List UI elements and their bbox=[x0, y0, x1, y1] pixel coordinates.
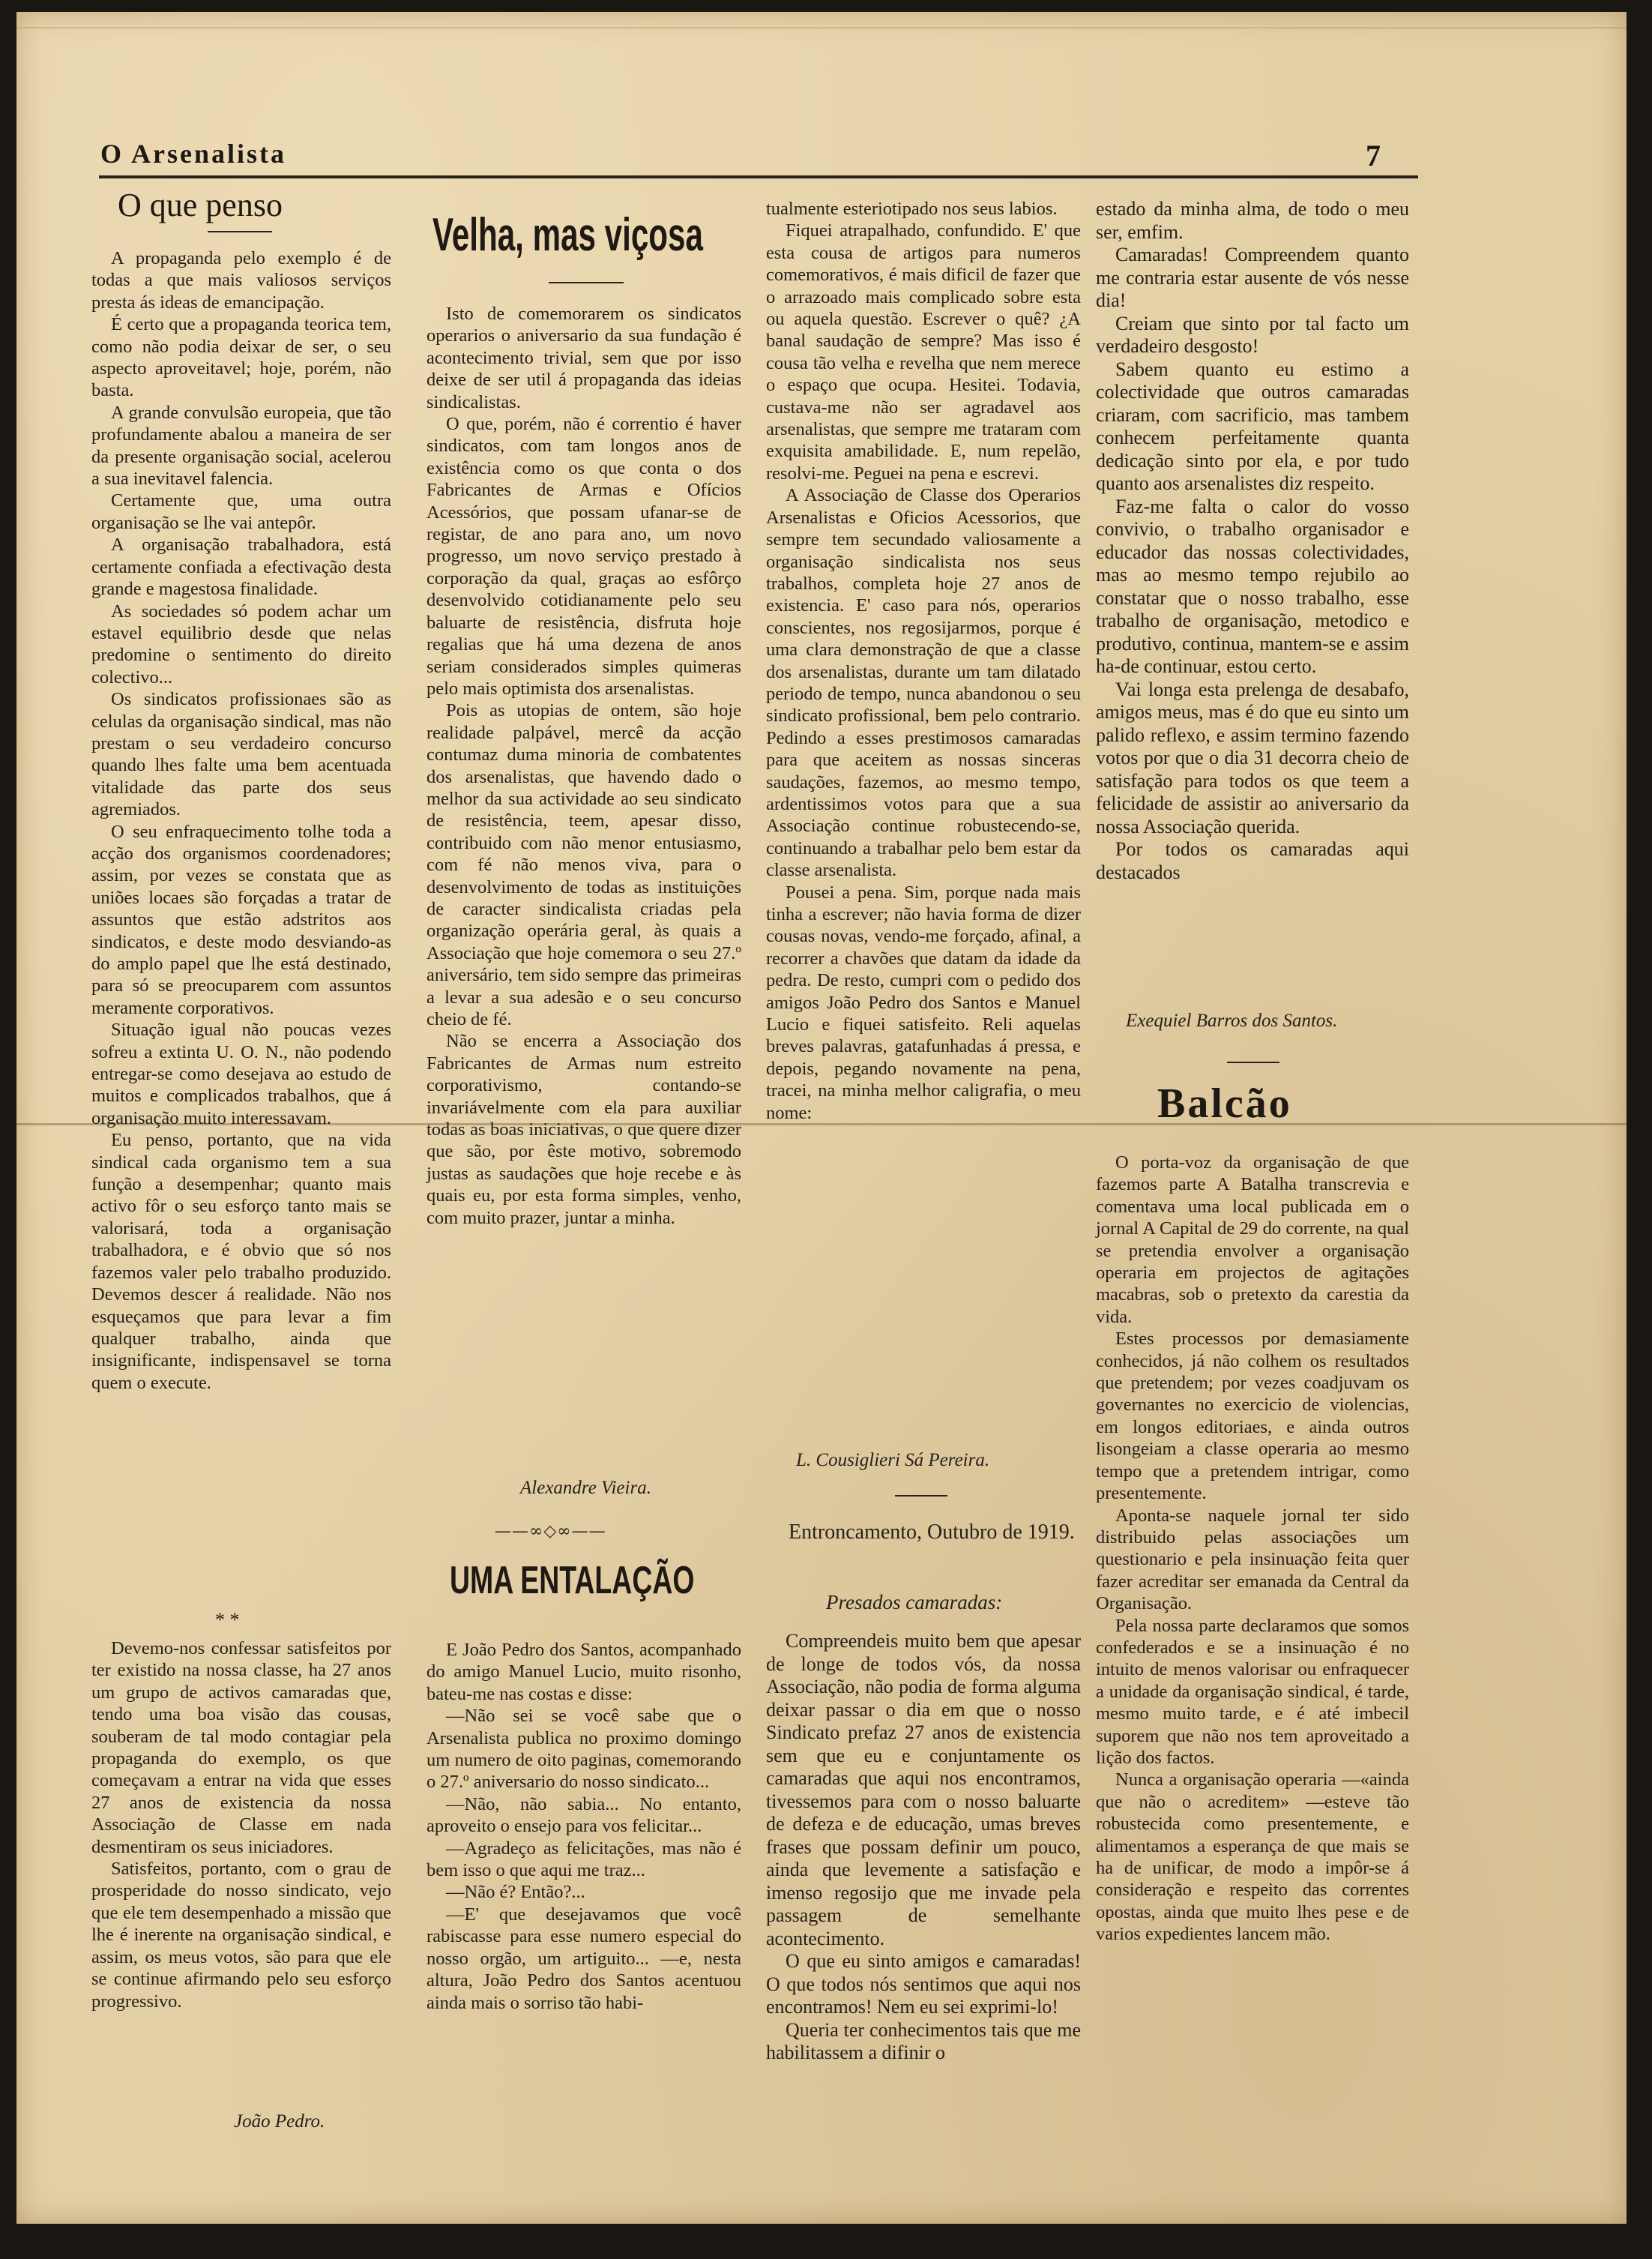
paragraph: Os sindicatos profissionaes são as celulas da organisação sindical, mas não prestam o seu verdadeiro concurso quando lhes falte uma bem acentuada vitalidade das parte dos seus agremiados. bbox=[91, 689, 391, 820]
paper-crease bbox=[16, 27, 1627, 28]
article-title-velha-mas-vicosa: Velha, mas viçosa bbox=[432, 209, 703, 261]
paragraph: A Associação de Classe dos Operarios Arsenalistas e Oficios Acessorios, que sempre tem secundado valiosamente a organisação sindicalista nos seus trabalhos, completa hoje 27 anos de existencia. E' caso para nós, operarios conscientes, nos regosijarmos, porque é uma clara demonstração de que a classe dos arsenalistas, durante um tam dilatado periodo de tempo, nunca abandonou o seu sindicato profissional, bem pelo contrario. Pedindo a esses prestimosos camaradas para que aceitem as nossas sinceras saudações, fazemos, ao mesmo tempo, ardentissimos votos para que a sua Associação continue robustecendo-se, continuando a trabalhar pelo bem estar da classe arsenalista. bbox=[766, 485, 1081, 881]
paragraph: —E' que desejavamos que você rabiscasse para esse numero especial do nosso orgão, um artiguito... —e, nesta altura, João Pedro dos Santos acentuou ainda mais o sorriso tão habi- bbox=[426, 1904, 741, 2013]
paragraph: Pela nossa parte declaramos que somos confederados e se a insinuação é no intuito de menos valorisar ou enfraquecer a unidade da organisação sindical, é tarde, mesmo muito tarde, e é até imbecil suporem que não nos tem aproveitado a lição dos factos. bbox=[1096, 1615, 1409, 1768]
article-title-balcao: Balcão bbox=[1157, 1080, 1292, 1127]
title-underline bbox=[549, 282, 624, 283]
paragraph: Faz-me falta o calor do vosso convivio, o trabalho organisador e educador das nossas colectividades, mas ao mesmo tempo rejubilo ao constatar que o nosso trabalho, esse trabalho de organisação, metodico e produtivo, continua, mantem-se e assim ha-de continuar, estou certo. bbox=[1096, 495, 1409, 677]
signature-alexandre-vieira: Alexandre Vieira. bbox=[520, 1478, 651, 1498]
paragraph: estado da minha alma, de todo o meu ser, emfim. bbox=[1096, 198, 1409, 243]
signature-exequiel-barros: Exequiel Barros dos Santos. bbox=[1126, 1011, 1338, 1031]
paragraph: Situação igual não poucas vezes sofreu a extinta U. O. N., não podendo entregar-se como desejava ao estudo de muitos e complicados trabalhos, que á organisação muito interessavam. bbox=[91, 1020, 391, 1128]
paragraph: Devemo-nos confessar satisfeitos por ter existido na nossa classe, ha 27 anos um grupo de activos camaradas que, tendo uma boa visão das cousas, souberam de tal modo contagiar pela propaganda do exemplo, os que começavam a entrar na vida que esses 27 anos de existencia da nossa Associação de Classe em nada desmentiram os seus iniciadores. bbox=[91, 1638, 391, 1857]
paragraph: Compreendeis muito bem que apesar de longe de todos vós, da nossa Associação, não podia de forma alguma deixar passar o dia em que o nosso Sindicato prefaz 27 anos de existencia sem que eu e conjuntamente os camaradas que aqui nos encontramos, tivessemos para com o nosso baluarte de defeza e de educação, umas breves frases que possam definir um pouco, ainda que levemente a satisfação e imenso regosijo que me invade pela passagem de semelhante acontecimento. bbox=[766, 1630, 1081, 1949]
paragraph: Isto de comemorarem os sindicatos operarios o aniversario da sua fundação é acontecimento trivial, sem que por isso deixe de ser util á propaganda das ideias sindicalistas. bbox=[426, 304, 741, 412]
signature-joao-pedro: João Pedro. bbox=[234, 2111, 325, 2132]
paragraph: —Agradeço as felicitações, mas não é bem isso o que aqui me traz... bbox=[426, 1838, 741, 1881]
paragraph: Creiam que sinto por tal facto um verdadeiro desgosto! bbox=[1096, 312, 1409, 357]
paragraph: Camaradas! Compreendem quanto me contraria estar ausente de vós nesse dia! bbox=[1096, 244, 1409, 311]
page-number: 7 bbox=[1366, 139, 1381, 172]
article-title-o-que-penso: O que penso bbox=[118, 187, 283, 223]
paragraph: Queria ter conhecimentos tais que me habilitassem a difinir o bbox=[766, 2018, 1081, 2063]
newspaper-page bbox=[16, 12, 1627, 2224]
letter-salutation: Presados camaradas: bbox=[826, 1591, 1003, 1613]
paragraph: Não se encerra a Associação dos Fabricantes de Armas num estreito corporativismo, contando-se invariávelmente com ela para auxiliar todas as boas iniciativas, o que quere dizer que são, por êste motivo, sobremodo justas as saudações que hoje recebe e às quais eu, por esta forma simples, venho, com muito prazer, juntar a minha. bbox=[426, 1031, 741, 1228]
paragraph: Fiquei atrapalhado, confundido. E' que esta cousa de artigos para numeros comemorativos, é mais dificil de fazer que o arrazoado mais complicado sobre esta ou aquela questão. Escrever o quê? ¿A banal saudação de sempre? Mas isso é cousa tão velha e revelha que nem merece o espaço que ocupa. Hesitei. Todavia, custava-me não ser agradavel aos arsenalistas, que sempre me trataram com exquisita amabilidade. E, num repelão, resolvi-me. Peguei na pena e escrevi. bbox=[766, 220, 1081, 484]
publication-name: O Arsenalista bbox=[100, 139, 287, 169]
paragraph: Aponta-se naquele jornal ter sido distribuido pelas associações um questionario e pela insinuação feita quer fazer acreditar ser emanada da Central da Organisação. bbox=[1096, 1505, 1409, 1614]
article-body-o-que-penso-part2 bbox=[91, 1637, 391, 2012]
paragraph: Por todos os camaradas aqui destacados bbox=[1096, 838, 1409, 883]
letter-body-continued bbox=[1096, 198, 1409, 884]
paragraph: Nunca a organisação operaria —«ainda que não o acreditem» —esteve tão robustecida como presentemente, e alimentamos a esperança de que mais se ha de unificar, de modo a impôr-se á consideração e respeito das correntes opostas, ainda que muito lhes pese e de varios expedientes lancem mão. bbox=[1096, 1769, 1409, 1945]
article-body-o-que-penso bbox=[91, 247, 391, 1394]
paragraph: O que eu sinto amigos e camaradas! O que todos nós sentimos que aqui nos encontramos! Nem eu sei exprimi-lo! bbox=[766, 1950, 1081, 2018]
paragraph: Sabem quanto eu estimo a colectividade que outros camaradas criaram, com sacrificio, mas tambem conhecem perfeitamente quanta dedicação sinto por ela, e por tudo quanto aos arsenalistes diz respeito. bbox=[1096, 358, 1409, 494]
paragraph: —Não, não sabia... No entanto, aproveito o ensejo para vos felicitar... bbox=[426, 1793, 741, 1837]
article-body-uma-entalacao bbox=[426, 1639, 741, 2014]
header-rule bbox=[99, 175, 1418, 178]
paragraph: Vai longa esta prelenga de desabafo, amigos meus, mas é do que eu sinto um palido reflexo, e assim termino fazendo votos por que o dia 31 decorra cheio de satisfação para todos os que teem a felicidade de assistir ao aniversario da nossa Associação querida. bbox=[1096, 678, 1409, 837]
section-divider bbox=[895, 1495, 947, 1497]
paragraph: As sociedades só podem achar um estavel equilibrio desde que nelas predomine o sentimento do direito colectivo... bbox=[91, 601, 391, 688]
article-body-velha-mas-vicosa bbox=[426, 303, 741, 1229]
paragraph: É certo que a propaganda teorica tem, como não podia deixar de ser, o seu aspecto aproveitavel; hoje, porém, não basta. bbox=[91, 314, 391, 401]
paragraph: Estes processos por demasiamente conhecidos, já não colhem os resultados que pretendem; por vezes coadjuvam os governantes no exercicio de violencias, em longos editoriaes, e ainda outros lisongeiam a classe operaria ao mesmo tempo que a pretendem intrigar, como presentemente. bbox=[1096, 1329, 1409, 1504]
paragraph: A propaganda pelo exemplo é de todas a que mais valiosos serviços presta ás ideas de emancipação. bbox=[91, 248, 391, 313]
paragraph: O que, porém, não é correntio é haver sindicatos, com tam longos anos de existência como os que conta o dos Fabricantes de Armas e Ofícios Acessórios, que possam ufanar-se de registar, de ano para ano, um novo progresso, um novo serviço prestado à corporação da qual, graças ao esfôrço desenvolvido cotidianamente pelo seu baluarte de resistência, disfruta hoje regalias que há uma dezena de anos seriam considerados simples quimeras pelo mais optimista dos arsenalistas. bbox=[426, 414, 741, 699]
paragraph: E João Pedro dos Santos, acompanhado do amigo Manuel Lucio, muito risonho, bateu-me nas costas e disse: bbox=[426, 1640, 741, 1704]
title-underline bbox=[208, 231, 272, 232]
section-stars: * * bbox=[215, 1609, 240, 1631]
letter-place-date: Entroncamento, Outubro de 1919. bbox=[789, 1520, 1075, 1544]
paragraph: O porta-voz da organisação de que fazemos parte A Batalha transcrevia e comentava uma local publicada em o jornal A Capital de 29 do corrente, na qual se pretendia envolver a organisação operaria em projectos de agitações macabras, sob o pretexto da carestia da vida. bbox=[1096, 1152, 1409, 1327]
section-divider bbox=[1227, 1062, 1279, 1063]
paragraph: Pousei a pena. Sim, porque nada mais tinha a escrever; não havia forma de dizer cousas novas, vendo-me forçado, afinal, a recorrer a chavões que datam da idade da pedra. De resto, cumpri com o pedido dos amigos João Pedro dos Santos e Manuel Lucio e fiquei satisfeito. Reli aquelas breves palavras, gatafunhadas á pressa, e depois, pegando novamente na pena, tracei, na minha melhor caligrafia, o meu nome: bbox=[766, 882, 1081, 1123]
paragraph: tualmente esteriotipado nos seus labios. bbox=[766, 199, 1058, 219]
signature-sa-pereira: L. Cousiglieri Sá Pereira. bbox=[796, 1450, 990, 1470]
ornament-divider: ——∞◇∞—— bbox=[495, 1522, 606, 1541]
paragraph: O seu enfraquecimento tolhe toda a acção dos organismos coordenadores; assim, por vezes se constata que as uniões locaes são forçadas a tratar de assuntos que estão adstritos aos sindicatos, e deste modo desviando-as do amplo papel que lhe está destinado, para só se preocuparem com assuntos meramente corporativos. bbox=[91, 821, 391, 1018]
paragraph: Eu penso, portanto, que na vida sindical cada organismo tem a sua função a desempenhar; quanto mais activo fôr o seu esforço tanto mais se valorisará, toda a organisação trabalhadora, e é obvio que só nos fazemos valer pelo trabalho produzido. Devemos descer á realidade. Não nos esqueçamos que para levar a fim qualquer trabalho, ainda que insignificante, indispensavel se torna quem o execute. bbox=[91, 1130, 391, 1393]
article-title-uma-entalacao: UMA ENTALAÇÃO bbox=[450, 1559, 695, 1602]
paragraph: Pois as utopias de ontem, são hoje realidade palpável, mercê da acção contumaz duma minoria de combatentes dos arsenalistas, que havendo dado o melhor da sua actividade ao seu sindicato de resistência, teem, apesar disso, contribuido com não menor entusiasmo, com fé não menos viva, para o desenvolvimento de todas as instituições de caracter sindicalista criadas pela organização operária geral, às quais a Associação que hoje comemora o seu 27.º aniversário, tem sido sempre das primeiras a levar a sua adesão e o seu concurso cheio de fé. bbox=[426, 700, 741, 1029]
paragraph: —Não sei se você sabe que o Arsenalista publica no proximo domingo um numero de oito paginas, comemorando o 27.º aniversario do nosso sindicato... bbox=[426, 1706, 741, 1793]
paragraph: Satisfeitos, portanto, com o grau de prosperidade do nosso sindicato, vejo que ele tem desempenhado a missão que lhe é inerente na organisação sindical, e assim, os meus votos, são para que ele se continue afirmando pelo seu esforço progressivo. bbox=[91, 1859, 391, 2012]
article-body-entalacao-continued bbox=[766, 198, 1081, 1124]
paragraph: Certamente que, uma outra organisação se lhe vai antepôr. bbox=[91, 490, 391, 533]
paragraph: A organisação trabalhadora, está certamente confiada a efectivação desta grande e magestosa finalidade. bbox=[91, 535, 391, 600]
article-body-balcao bbox=[1096, 1152, 1409, 1946]
letter-body bbox=[766, 1630, 1081, 2065]
paragraph: A grande convulsão europeia, que tão profundamente abalou a maneira de ser da presente organisação social, acelerou a sua inevitavel falencia. bbox=[91, 402, 391, 490]
paragraph: —Não é? Então?... bbox=[446, 1882, 585, 1903]
